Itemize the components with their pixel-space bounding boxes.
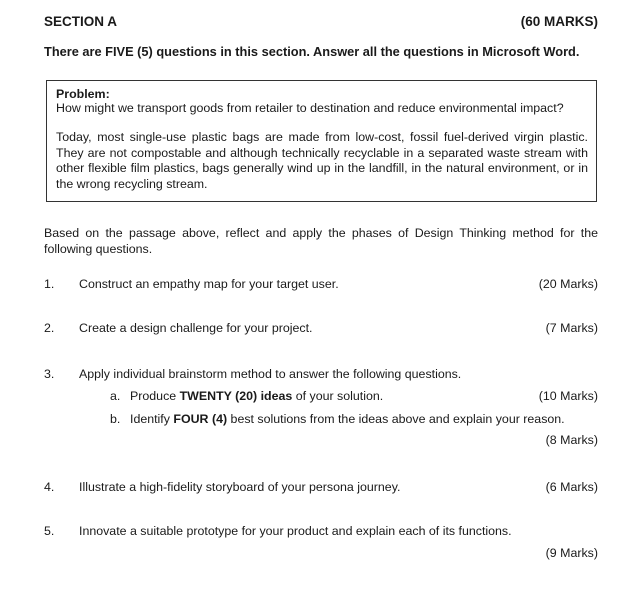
- question-2-marks: (7 Marks): [545, 321, 598, 335]
- question-4-number: 4.: [44, 480, 55, 494]
- problem-box: [46, 80, 597, 202]
- question-5-text: Innovate a suitable prototype for your product and explain each of its functions.: [79, 524, 512, 538]
- question-3-number: 3.: [44, 367, 55, 381]
- question-2-number: 2.: [44, 321, 55, 335]
- question-1-text: Construct an empathy map for your target user.: [79, 277, 339, 291]
- question-4-marks: (6 Marks): [545, 480, 598, 494]
- question-3-text: Apply individual brainstorm method to answer the following questions.: [79, 367, 462, 381]
- question-3b-marks: (8 Marks): [545, 433, 598, 447]
- question-1-number: 1.: [44, 277, 55, 291]
- question-3a-marks: (10 Marks): [538, 389, 598, 403]
- problem-question: How might we transport goods from retailer to destination and reduce environmental impact?: [56, 101, 564, 115]
- question-3a-text: Produce TWENTY (20) ideas of your solution.: [130, 389, 384, 403]
- question-3b-text: Identify FOUR (4) best solutions from the ideas above and explain your reason.: [130, 412, 565, 426]
- question-4-text: Illustrate a high-fidelity storyboard of your persona journey.: [79, 480, 401, 494]
- section-marks: (60 MARKS): [520, 14, 598, 29]
- problem-text: Today, most single-use plastic bags are made from low-cost, fossil fuel-derived virgin plastic. They are not compostable and although technically recyclable in a separated waste stream with other flexible film plastics, bags generally wind up in the landfill, in the natural environment, or in the wrong recycling stream.: [56, 130, 588, 191]
- question-2-text: Create a design challenge for your project.: [79, 321, 313, 335]
- question-3b-letter: b.: [110, 412, 121, 426]
- section-instruction: There are FIVE (5) questions in this section. Answer all the questions in Microsoft Word.: [44, 44, 580, 59]
- problem-label: Problem:: [56, 87, 110, 101]
- section-title: SECTION A: [44, 14, 118, 29]
- question-5-number: 5.: [44, 524, 55, 538]
- question-1-marks: (20 Marks): [538, 277, 598, 291]
- question-3a-letter: a.: [110, 389, 121, 403]
- intro-paragraph: Based on the passage above, reflect and apply the phases of Design Thinking method for the following questions.: [44, 226, 598, 256]
- question-5-marks: (9 Marks): [545, 546, 598, 560]
